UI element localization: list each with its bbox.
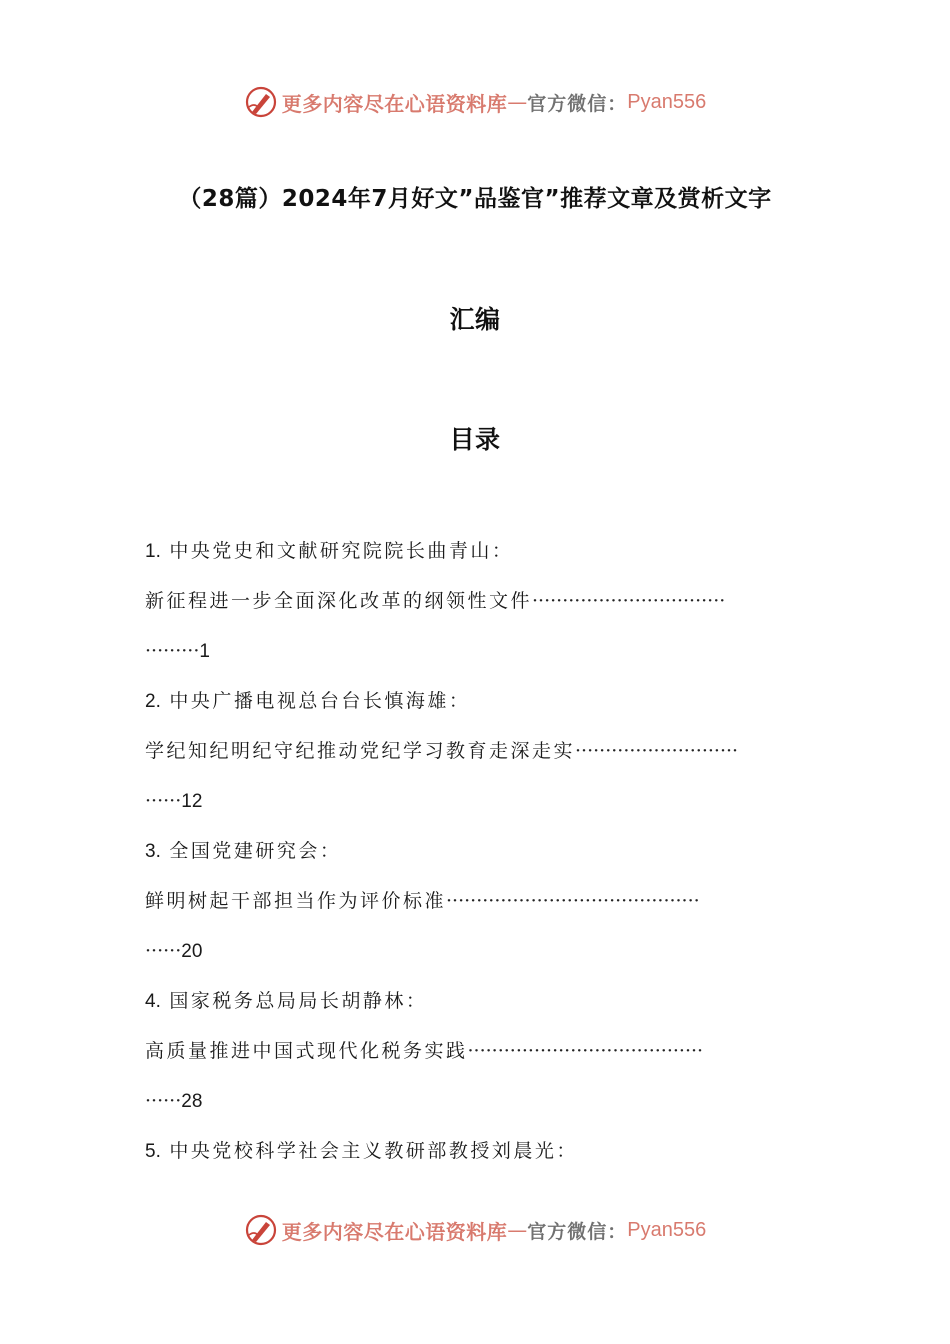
banner-wechat-id: Pyan556	[627, 90, 707, 113]
toc-entry-page-line[interactable]	[145, 786, 810, 836]
toc-entry-title-text: 新征程进一步全面深化改革的纲领性文件	[145, 590, 533, 612]
toc-entry-title[interactable]	[145, 886, 810, 936]
toc-entry-title-text: 高质量推进中国式现代化税务实践	[145, 1040, 468, 1062]
toc-entry-page-line[interactable]	[145, 936, 810, 986]
toc-leader-dots: ······	[145, 940, 182, 962]
toc-entry-page-line[interactable]	[145, 636, 810, 686]
toc-entry-author-text: 全国党建研究会：	[169, 840, 342, 862]
toc-leader-dots: ·········	[145, 640, 200, 662]
footer-banner	[0, 1210, 950, 1250]
toc-page-number: 12	[181, 791, 203, 812]
banner-wechat-label: 官方微信：	[527, 92, 628, 115]
table-of-contents	[145, 536, 810, 1186]
header-banner	[0, 82, 950, 122]
banner-wechat-id: Pyan556	[627, 1218, 707, 1241]
toc-entry-number: 1.	[145, 541, 161, 562]
toc-entry-title-text: 鲜明树起干部担当作为评价标准	[145, 890, 447, 912]
toc-entry-title[interactable]	[145, 736, 810, 786]
banner-dash: —	[507, 1218, 528, 1242]
toc-entry-author-text: 中央广播电视总台台长慎海雄：	[169, 690, 471, 712]
toc-entry-author[interactable]	[145, 836, 810, 886]
toc-entry-number: 3.	[145, 841, 161, 862]
toc-leader-dots: ··········································	[446, 890, 700, 912]
banner-dash: —	[507, 90, 528, 114]
toc-entry-title[interactable]	[145, 586, 810, 636]
toc-leader-dots: ································	[532, 590, 726, 612]
document-title-continued: 汇编	[449, 305, 501, 334]
toc-leader-dots: ···························	[575, 740, 739, 762]
pen-logo-icon	[244, 85, 278, 119]
toc-entry-title[interactable]	[145, 1036, 810, 1086]
banner-main-text: 更多内容尽在心语资料库	[281, 91, 508, 116]
toc-entry-author-text: 中央党史和文献研究院院长曲青山：	[169, 540, 514, 562]
toc-heading: 目录	[449, 425, 501, 454]
banner-wechat-label: 官方微信：	[527, 1220, 628, 1243]
toc-leader-dots: ······	[145, 790, 182, 812]
toc-entry-title-text: 学纪知纪明纪守纪推动党纪学习教育走深走实	[145, 740, 576, 762]
toc-entry-author-text: 国家税务总局局长胡静林：	[169, 990, 428, 1012]
toc-page-number: 28	[181, 1091, 203, 1112]
toc-page-number: 1	[199, 641, 210, 662]
document-title: （28篇）2024年7月好文”品鉴官”推荐文章及赏析文字	[178, 186, 772, 212]
toc-page-number: 20	[181, 941, 203, 962]
toc-entry-author-text: 中央党校科学社会主义教研部教授刘晨光：	[169, 1140, 578, 1162]
toc-entry-author[interactable]	[145, 1136, 810, 1186]
banner-main-text: 更多内容尽在心语资料库	[281, 1219, 508, 1244]
toc-leader-dots: ······	[145, 1090, 182, 1112]
toc-entry-author[interactable]	[145, 536, 810, 586]
toc-entry-number: 5.	[145, 1141, 161, 1162]
toc-entry-number: 4.	[145, 991, 161, 1012]
toc-entry-author[interactable]	[145, 686, 810, 736]
toc-leader-dots: ·······································	[467, 1040, 704, 1062]
pen-logo-icon	[244, 1213, 278, 1247]
toc-entry-page-line[interactable]	[145, 1086, 810, 1136]
toc-entry-number: 2.	[145, 691, 161, 712]
toc-entry-author[interactable]	[145, 986, 810, 1036]
